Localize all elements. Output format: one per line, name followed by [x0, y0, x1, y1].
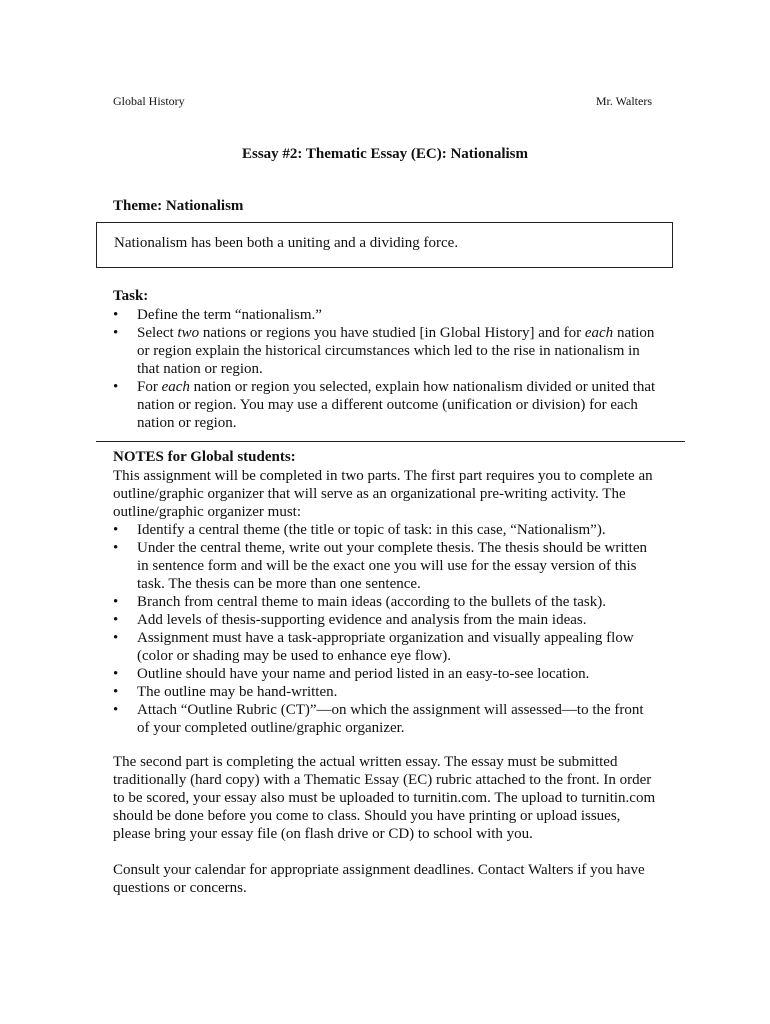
- list-item: [113, 629, 658, 665]
- consult-paragraph: Consult your calendar for appropriate assignment deadlines. Contact Walters if you have questions or concerns.: [113, 862, 645, 896]
- theme-statement: Nationalism has been both a uniting and a dividing force.: [114, 235, 459, 251]
- notes-item-text: Add levels of thesis-supporting evidence and analysis from the main ideas.: [137, 612, 587, 628]
- theme-box: [96, 222, 673, 268]
- notes-label: NOTES for Global students:: [113, 449, 296, 465]
- bullet-icon: •: [113, 379, 119, 395]
- list-item: [113, 701, 658, 737]
- task-list: [113, 306, 658, 432]
- list-item: [113, 593, 658, 611]
- theme-label: Theme: Nationalism: [113, 198, 244, 214]
- bullet-icon: •: [113, 684, 119, 700]
- notes-item-text: Branch from central theme to main ideas (according to the bullets of the task).: [137, 594, 607, 610]
- notes-item-text: The outline may be hand-written.: [137, 684, 338, 700]
- list-item: [113, 539, 658, 593]
- bullet-icon: •: [113, 702, 119, 718]
- bullet-icon: •: [113, 630, 119, 646]
- header-teacher: Mr. Walters: [595, 94, 652, 108]
- list-item: [113, 306, 658, 324]
- notes-item-text: Assignment must have a task-appropriate organization and visually appealing flow (color or shading may be used to enhance eye flow).: [137, 630, 634, 664]
- list-item: [113, 683, 658, 701]
- list-item: [113, 521, 658, 539]
- second-part-paragraph: The second part is completing the actual written essay. The essay must be submitted traditionally (hard copy) with a Thematic Essay (EC) rubric attached to the front. In order to be scored, your essay also must be uploaded to turnitin.com. The upload to turnitin.com should be done before you come to class. Should you have printing or upload issues, please bring your essay file (on flash drive or CD) to school with you.: [113, 754, 656, 842]
- task-item-text: Define the term “nationalism.”: [137, 307, 322, 323]
- task-item-text: Select two nations or regions you have studied [in Global History] and for each nation or region explain the historical circumstances which led to the rise in nationalism in that nation or region.: [137, 325, 655, 377]
- bullet-icon: •: [113, 522, 119, 538]
- header-course: Global History: [113, 94, 185, 108]
- bullet-icon: •: [113, 666, 119, 682]
- section-divider: [96, 441, 685, 442]
- task-item-text: For each nation or region you selected, explain how nationalism divided or united that nation or region. You may use a different outcome (unification or division) for each nation or region.: [137, 379, 656, 431]
- notes-list: [113, 521, 658, 737]
- notes-item-text: Attach “Outline Rubric (CT)”—on which the assignment will assessed—to the front of your completed outline/graphic organizer.: [137, 702, 644, 736]
- bullet-icon: •: [113, 325, 119, 341]
- notes-item-text: Under the central theme, write out your complete thesis. The thesis should be written in sentence form and will be the exact one you will use for the essay version of this task. The thesis can be more than one sentence.: [137, 540, 648, 592]
- list-item: [113, 665, 658, 683]
- notes-intro: This assignment will be completed in two parts. The first part requires you to complete an outline/graphic organizer that will serve as an organizational pre-writing activity. The outline/graphic organizer must:: [113, 468, 653, 520]
- list-item: [113, 378, 658, 432]
- bullet-icon: •: [113, 612, 119, 628]
- bullet-icon: •: [113, 540, 119, 556]
- list-item: [113, 611, 658, 629]
- page-title: Essay #2: Thematic Essay (EC): Nationalism: [242, 146, 528, 162]
- bullet-icon: •: [113, 307, 119, 323]
- bullet-icon: •: [113, 594, 119, 610]
- task-label: Task:: [113, 288, 149, 304]
- notes-item-text: Outline should have your name and period listed in an easy-to-see location.: [137, 666, 590, 682]
- notes-item-text: Identify a central theme (the title or topic of task: in this case, “Nationalism”).: [137, 522, 606, 538]
- list-item: [113, 324, 658, 378]
